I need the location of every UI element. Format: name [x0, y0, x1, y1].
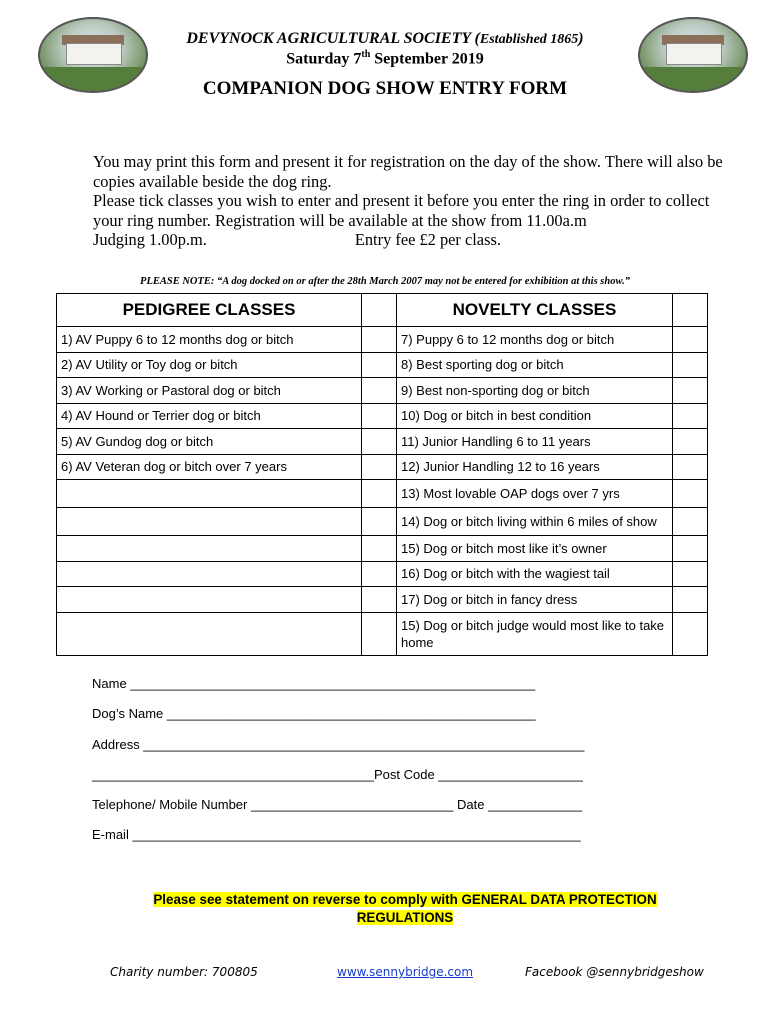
empty-cell — [57, 587, 362, 613]
intro-paragraph-2: Please tick classes you wish to enter and present it before you enter the ring in order to collect your ring number. Registration will be available at the show from 11.00a.m — [93, 191, 710, 230]
charity-number: Charity number: 700805 — [110, 965, 258, 979]
pedigree-class: 4) AV Hound or Terrier dog or bitch — [57, 403, 362, 429]
society-title — [150, 30, 620, 48]
entry-fee: Entry fee £2 per class. — [354, 230, 501, 250]
empty-cell — [57, 508, 362, 536]
table-row — [57, 352, 708, 378]
established-text: Established 1865 — [479, 32, 579, 47]
table-row — [57, 587, 708, 613]
tick-box[interactable] — [362, 561, 397, 587]
facebook-handle: Facebook @sennybridgeshow — [525, 965, 704, 979]
table-row — [57, 454, 708, 480]
email-field[interactable]: E-mail ______________________________________________________________ — [92, 827, 581, 843]
table-row — [57, 508, 708, 536]
tick-box[interactable] — [362, 327, 397, 353]
date-rest: September 2019 — [370, 50, 484, 68]
form-title: COMPANION DOG SHOW ENTRY FORM — [202, 78, 568, 99]
tick-box[interactable] — [673, 536, 708, 562]
logo-building — [666, 43, 722, 65]
pedigree-class: 1) AV Puppy 6 to 12 months dog or bitch — [57, 327, 362, 353]
table-row — [57, 429, 708, 455]
logo-building — [66, 43, 122, 65]
tick-box[interactable] — [673, 612, 708, 655]
table-row — [57, 378, 708, 404]
entrant-details — [92, 676, 652, 858]
tick-box[interactable] — [673, 561, 708, 587]
pedigree-class: 3) AV Working or Pastoral dog or bitch — [57, 378, 362, 404]
tick-box[interactable] — [673, 327, 708, 353]
novelty-class: 10) Dog or bitch in best condition — [397, 403, 673, 429]
tick-box[interactable] — [673, 429, 708, 455]
table-row — [57, 612, 708, 655]
address-field[interactable]: Address _____________________________________________________________ — [92, 736, 585, 752]
empty-cell — [57, 561, 362, 587]
tick-box[interactable] — [673, 352, 708, 378]
website-link[interactable]: www.sennybridge.com — [337, 965, 474, 979]
tick-box[interactable] — [673, 454, 708, 480]
novelty-class: 14) Dog or bitch living within 6 miles of show — [397, 508, 673, 536]
empty-cell — [57, 612, 362, 655]
pedigree-class: 2) AV Utility or Toy dog or bitch — [57, 352, 362, 378]
tick-box[interactable] — [673, 480, 708, 508]
intro-text — [93, 152, 733, 250]
novelty-class: 12) Junior Handling 12 to 16 years — [397, 454, 673, 480]
tick-box[interactable] — [673, 508, 708, 536]
intro-judging-line — [93, 230, 733, 250]
tick-box[interactable] — [362, 352, 397, 378]
tick-box[interactable] — [362, 536, 397, 562]
novelty-class: 9) Best non-sporting dog or bitch — [397, 378, 673, 404]
tick-box[interactable] — [362, 480, 397, 508]
table-row — [57, 327, 708, 353]
tick-box[interactable] — [362, 587, 397, 613]
dogs-name-field[interactable]: Dog’s Name ___________________________________________________ — [92, 706, 536, 722]
tick-box[interactable] — [362, 403, 397, 429]
novelty-class: 11) Junior Handling 6 to 11 years — [397, 429, 673, 455]
date-suffix: th — [361, 49, 371, 60]
tick-box[interactable] — [362, 612, 397, 655]
name-field[interactable]: Name ________________________________________________________ — [92, 676, 536, 691]
tick-box[interactable] — [362, 508, 397, 536]
tick-box[interactable] — [673, 378, 708, 404]
novelty-class: 8) Best sporting dog or bitch — [397, 352, 673, 378]
gdpr-statement — [100, 891, 710, 927]
novelty-class: 17) Dog or bitch in fancy dress — [397, 587, 673, 613]
judging-time: Judging 1.00p.m. — [93, 230, 207, 250]
tick-box[interactable] — [362, 429, 397, 455]
society-name: DEVYNOCK AGRICULTURAL SOCIETY ( — [186, 30, 480, 47]
docking-note: PLEASE NOTE: “A dog docked on or after the 28th March 2007 may not be entered for exhibition at this show.” — [140, 276, 630, 287]
empty-cell — [57, 480, 362, 508]
tick-box[interactable] — [673, 294, 708, 327]
tick-box[interactable] — [362, 378, 397, 404]
pedigree-class: 5) AV Gundog dog or bitch — [57, 429, 362, 455]
gdpr-line-1: Please see statement on reverse to comply with GENERAL DATA PROTECTION — [153, 892, 657, 907]
novelty-class: 16) Dog or bitch with the wagiest tail — [397, 561, 673, 587]
novelty-header: NOVELTY CLASSES — [397, 294, 673, 327]
tick-box[interactable] — [362, 454, 397, 480]
novelty-class: 13) Most lovable OAP dogs over 7 yrs — [397, 480, 673, 508]
novelty-class: 15) Dog or bitch judge would most like to take home — [397, 612, 673, 655]
tick-box[interactable] — [673, 587, 708, 613]
novelty-class: 15) Dog or bitch most like it’s owner — [397, 536, 673, 562]
tick-box[interactable] — [673, 403, 708, 429]
class-table-header — [57, 294, 708, 327]
empty-cell — [57, 536, 362, 562]
tick-box[interactable] — [362, 294, 397, 327]
intro-paragraph-1: You may print this form and present it for registration on the day of the show. There will also be copies available beside the dog ring. — [93, 152, 723, 191]
novelty-class: 7) Puppy 6 to 12 months dog or bitch — [397, 327, 673, 353]
class-table — [56, 293, 708, 656]
table-row — [57, 536, 708, 562]
telephone-date-field[interactable]: Telephone/ Mobile Number ____________________________ Date _____________ — [92, 797, 583, 813]
table-row — [57, 403, 708, 429]
table-row — [57, 561, 708, 587]
postcode-field[interactable]: _______________________________________Post Code ____________________ — [92, 766, 583, 782]
pedigree-header: PEDIGREE CLASSES — [57, 294, 362, 327]
table-row — [57, 480, 708, 508]
show-date — [150, 49, 620, 68]
close-paren: ) — [578, 30, 584, 47]
date-day: Saturday 7 — [286, 50, 362, 68]
gdpr-line-2: REGULATIONS — [356, 910, 454, 925]
pedigree-class: 6) AV Veteran dog or bitch over 7 years — [57, 454, 362, 480]
